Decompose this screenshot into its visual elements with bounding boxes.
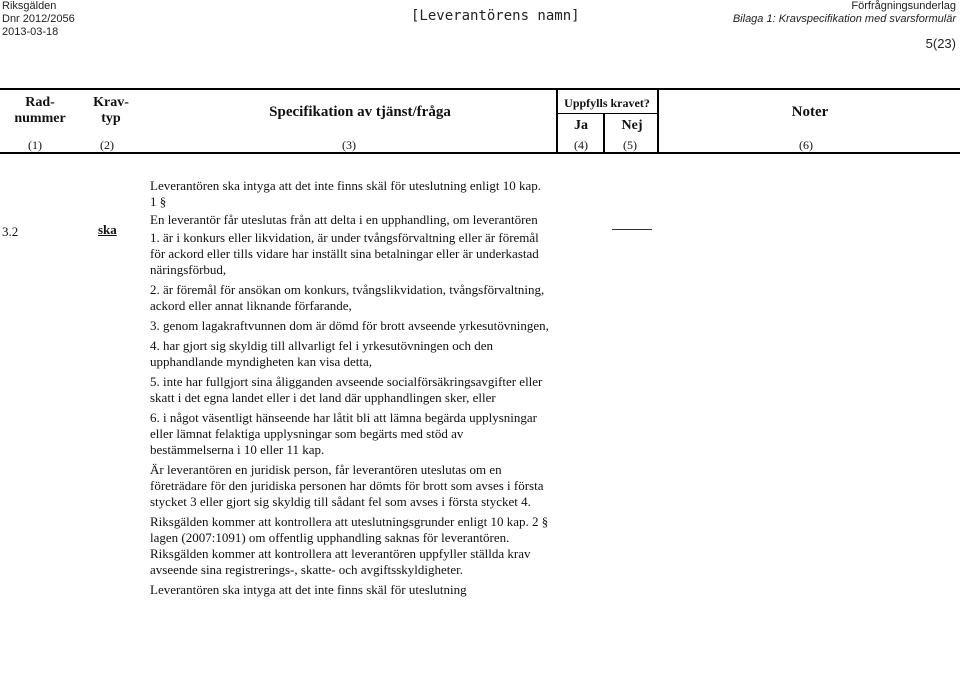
col-header-specification: Specifikation av tjänst/fråga bbox=[269, 104, 451, 120]
spec-paragraph: 5. inte har fullgjort sina åligganden avseende socialförsäkringsavgifter eller skatt i det egna landet eller i det land där upphandlingen sker, eller bbox=[150, 374, 543, 405]
col-number-2: (2) bbox=[100, 138, 114, 152]
attachment-title: Bilaga 1: Kravspecifikation med svarsformulär bbox=[732, 13, 956, 25]
spec-paragraph: Riksgälden kommer att kontrollera att uteslutningsgrunder enligt 10 kap. 2 § lagen (2007:1091) om offentlig upphandling saknas för leverantören. Riksgälden kommer att kontrollera att leverantören uppfyller ställda krav avseende sina registrerings-, skatte- och avgiftsskyldigheter. bbox=[150, 514, 549, 577]
doc-type: Förfrågningsunderlag bbox=[851, 0, 956, 12]
col-header-fulfilled-group: Uppfylls kravet? bbox=[564, 96, 650, 110]
col-number-5: (5) bbox=[623, 138, 637, 152]
col-number-4: (4) bbox=[574, 138, 588, 152]
doc-date: 2013-03-18 bbox=[2, 26, 59, 38]
spec-paragraph: Leverantören ska intyga att det inte finns skäl för uteslutning enligt 10 kap. 1 § bbox=[150, 178, 541, 209]
col-header-no: Nej bbox=[621, 118, 643, 133]
col-header-requirement-type: Krav- typ bbox=[93, 95, 129, 126]
dnr: Dnr 2012/2056 bbox=[2, 13, 75, 25]
spec-paragraph: 2. är föremål för ansökan om konkurs, tvångslikvidation, tvångsförvaltning, ackord eller annat liknande förfarande, bbox=[150, 282, 545, 313]
col-number-1: (1) bbox=[28, 138, 42, 152]
table-top-border bbox=[0, 88, 960, 90]
spec-paragraph: 6. i något väsentligt hänseende har låtit bli att lämna begärda upplysningar eller lämnat felaktiga upplysningar som begärts med stöd av bestämmelserna i 10 eller 11 kap. bbox=[150, 410, 537, 457]
page-number: 5(23) bbox=[925, 36, 956, 51]
specification-text bbox=[150, 178, 550, 602]
row-number: 3.2 bbox=[2, 224, 19, 239]
divider-ja-nej bbox=[603, 113, 605, 154]
col-header-yes: Ja bbox=[574, 118, 588, 133]
spec-paragraph: 4. har gjort sig skyldig till allvarligt fel i yrkesutövningen och den upphandlande myndigheten kan visa detta, bbox=[150, 338, 493, 369]
divider-group-header bbox=[556, 113, 658, 114]
spec-paragraph: Leverantören ska intyga att det inte finns skäl för uteslutning bbox=[150, 582, 467, 597]
spec-paragraph: 1. är i konkurs eller likvidation, är under tvångsförvaltning eller är föremål för ackord eller tills vidare har inställt sina betalningar eller är underkastad näringsförbud, bbox=[150, 230, 539, 277]
col-header-row-number: Rad- nummer bbox=[14, 95, 66, 126]
org-name: Riksgälden bbox=[2, 0, 57, 12]
col-number-3: (3) bbox=[342, 138, 356, 152]
col-header-notes: Noter bbox=[791, 104, 829, 120]
spec-paragraph: Är leverantören en juridisk person, får leverantören uteslutas om en företrädare för den juridiska personen har dömts för brott som avses i första stycket 3 eller gjort sig skyldig till sådant fel som avses i första stycket 4. bbox=[150, 462, 544, 509]
header-right bbox=[733, 0, 956, 26]
divider-nej-noter bbox=[657, 88, 659, 154]
header-left bbox=[2, 0, 75, 39]
requirement-type: ska bbox=[98, 222, 117, 237]
supplier-name-placeholder: [Leverantörens namn] bbox=[411, 8, 580, 24]
spec-paragraph: En leverantör får uteslutas från att delta i en upphandling, om leverantören bbox=[150, 212, 538, 227]
answer-line[interactable] bbox=[612, 229, 652, 230]
spec-paragraph: 3. genom lagakraftvunnen dom är dömd för brott avseende yrkesutövningen, bbox=[150, 318, 549, 333]
col-number-6: (6) bbox=[799, 138, 813, 152]
